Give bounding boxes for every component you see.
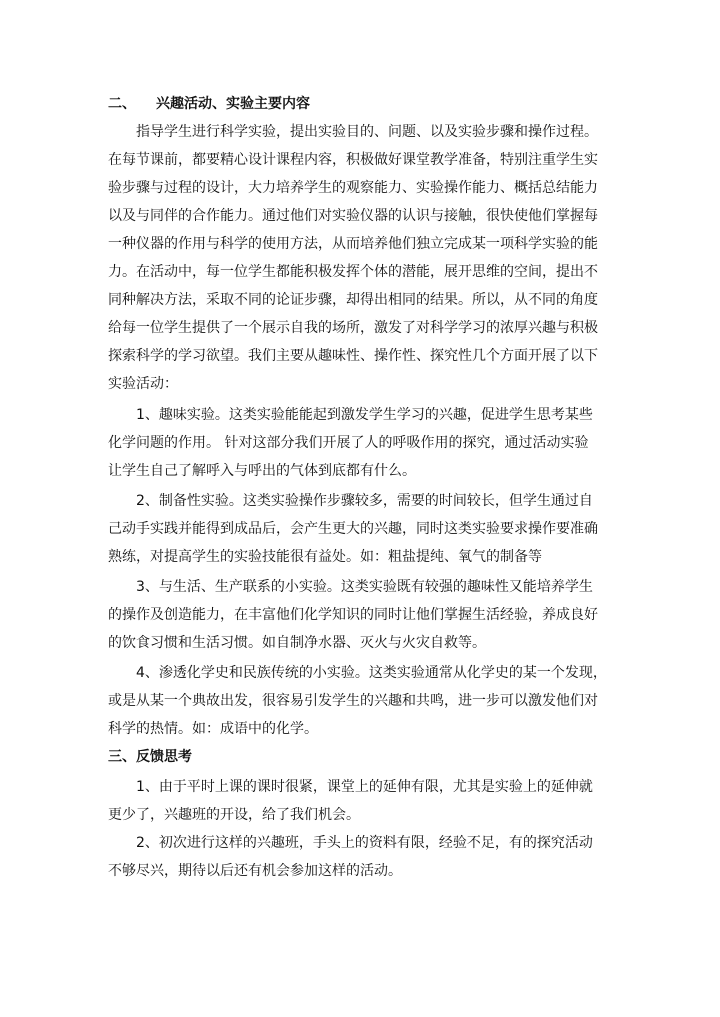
paragraph-line: 给每一位学生提供了一个展示自我的场所，激发了对科学学习的浓厚兴趣与积极 <box>108 320 598 336</box>
paragraph-line: 验步骤与过程的设计，大力培养学生的观察能力、实验操作能力、概括总结能力 <box>108 180 598 196</box>
list-item-line: 或是从某一个典故出发，很容易引发学生的兴趣和共鸣，进一步可以激发他们对 <box>108 693 598 709</box>
section-2-number: 二、 <box>108 96 136 112</box>
list-item-line: 己动手实践并能得到成品后，会产生更大的兴趣，同时这类实验要求操作要准确 <box>108 521 598 537</box>
list-item-line: 2、初次进行这样的兴趣班，手头上的资料有限，经验不足，有的探究活动 <box>136 835 593 851</box>
paragraph-line: 在每节课前，都要精心设计课程内容，积极做好课堂教学准备，特别注重学生实 <box>108 152 598 168</box>
list-item-line: 让学生自己了解呼入与呼出的气体到底都有什么。 <box>108 463 416 479</box>
list-item-line: 化学问题的作用。 针对这部分我们开展了人的呼吸作用的探究，通过活动实验 <box>108 435 589 451</box>
paragraph-line: 探索科学的学习欲望。我们主要从趣味性、操作性、探究性几个方面开展了以下 <box>108 348 598 364</box>
paragraph-line: 以及与同伴的合作能力。通过他们对实验仪器的认识与接触，很快使他们掌握每 <box>108 208 598 224</box>
section-3-heading: 三、反馈思考 <box>108 749 192 765</box>
list-item-line: 更少了，兴趣班的开设，给了我们机会。 <box>108 807 360 823</box>
list-item-line: 1、趣味实验。这类实验能能起到激发学生学习的兴趣，促进学生思考某些 <box>136 407 593 423</box>
list-item-line: 不够尽兴，期待以后还有机会参加这样的活动。 <box>108 863 402 879</box>
paragraph-line: 一种仪器的作用与科学的使用方法，从而培养他们独立完成某一项科学实验的能 <box>108 236 598 252</box>
list-item-line: 2、制备性实验。这类实验操作步骤较多，需要的时间较长，但学生通过自 <box>136 493 593 509</box>
list-item-line: 1、由于平时上课的课时很紧，课堂上的延伸有限，尤其是实验上的延伸就 <box>136 779 593 795</box>
list-item-line: 4、渗透化学史和民族传统的小实验。这类实验通常从化学史的某一个发现， <box>136 665 607 681</box>
list-item-line: 3、与生活、生产联系的小实验。这类实验既有较强的趣味性又能培养学生 <box>136 579 593 595</box>
list-item-line: 的饮食习惯和生活习惯。如自制净水器、灭火与火灾自救等。 <box>108 635 486 651</box>
list-item-line: 熟练，对提高学生的实验技能很有益处。如：粗盐提纯、氧气的制备等 <box>108 549 542 565</box>
paragraph-line: 同种解决方法，采取不同的论证步骤，却得出相同的结果。所以，从不同的角度 <box>108 292 598 308</box>
paragraph-line: 实验活动： <box>108 376 178 392</box>
section-2-title: 兴趣活动、实验主要内容 <box>156 96 310 112</box>
paragraph-line: 力。在活动中，每一位学生都能积极发挥个体的潜能，展开思维的空间，提出不 <box>108 264 598 280</box>
list-item-line: 科学的热情。如：成语中的化学。 <box>108 721 318 737</box>
list-item-line: 的操作及创造能力，在丰富他们化学知识的同时让他们掌握生活经验，养成良好 <box>108 607 598 623</box>
paragraph-line: 指导学生进行科学实验，提出实验目的、问题、以及实验步骤和操作过程。 <box>136 124 598 140</box>
section-2-heading <box>108 95 628 113</box>
